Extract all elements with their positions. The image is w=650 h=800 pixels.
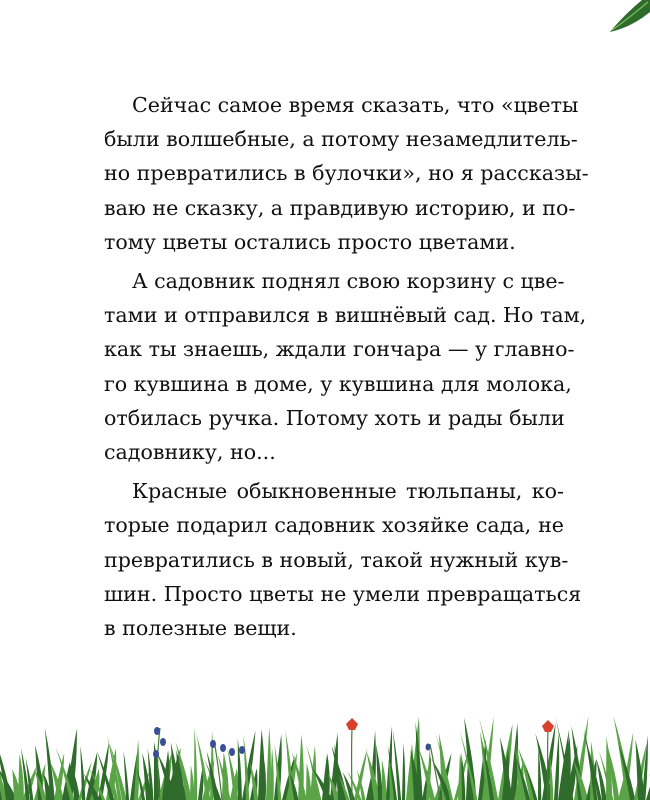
text-line: садовнику, но...: [104, 440, 276, 465]
text-line: были волшебные, а потому незамедлитель-: [104, 127, 578, 152]
text-line: но превратились в булочки», но я рассказы-: [104, 161, 589, 186]
grass-blade: [382, 760, 387, 800]
grass-blade: [554, 733, 559, 800]
text-line: тому цветы остались просто цветами.: [104, 229, 516, 254]
text-line: как ты знаешь, ждали гончара — у главно-: [104, 337, 575, 362]
grass-blade: [266, 727, 271, 800]
text-line: А садовник поднял свою корзину с цве-: [132, 269, 565, 294]
text-line: в полезные вещи.: [104, 616, 297, 641]
paragraph-1: [104, 88, 589, 259]
text-line: отбилась ручка. Потому хоть и рады были: [104, 405, 565, 430]
story-text: [104, 88, 589, 650]
text-line: ваю не сказку, а правдивую историю, и по-: [104, 195, 576, 220]
text-line: го кувшина в доме, у кувшина для молока,: [104, 371, 572, 396]
text-line: Красные обыкновенные тюльпаны, ко-: [132, 479, 564, 504]
leaf-illustration: [590, 0, 650, 40]
text-line: тами и отправился в вишнёвый сад. Но там,: [104, 303, 587, 328]
red-flowers: [346, 718, 554, 732]
text-line: превратились в новый, такой нужный кув-: [104, 547, 569, 572]
text-line: торые подарил садовник хозяйке сада, не: [104, 513, 564, 538]
text-line: Сейчас самое время сказать, что «цветы: [132, 93, 579, 117]
grass-blade: [194, 727, 197, 800]
grass-blade: [402, 743, 405, 800]
text-line: шин. Просто цветы не умели превращаться: [104, 581, 582, 606]
grass-illustration: [0, 700, 650, 800]
grass-blade: [196, 733, 210, 800]
grass-blade: [190, 765, 194, 800]
paragraph-3: [104, 474, 582, 645]
paragraph-2: [104, 264, 587, 469]
